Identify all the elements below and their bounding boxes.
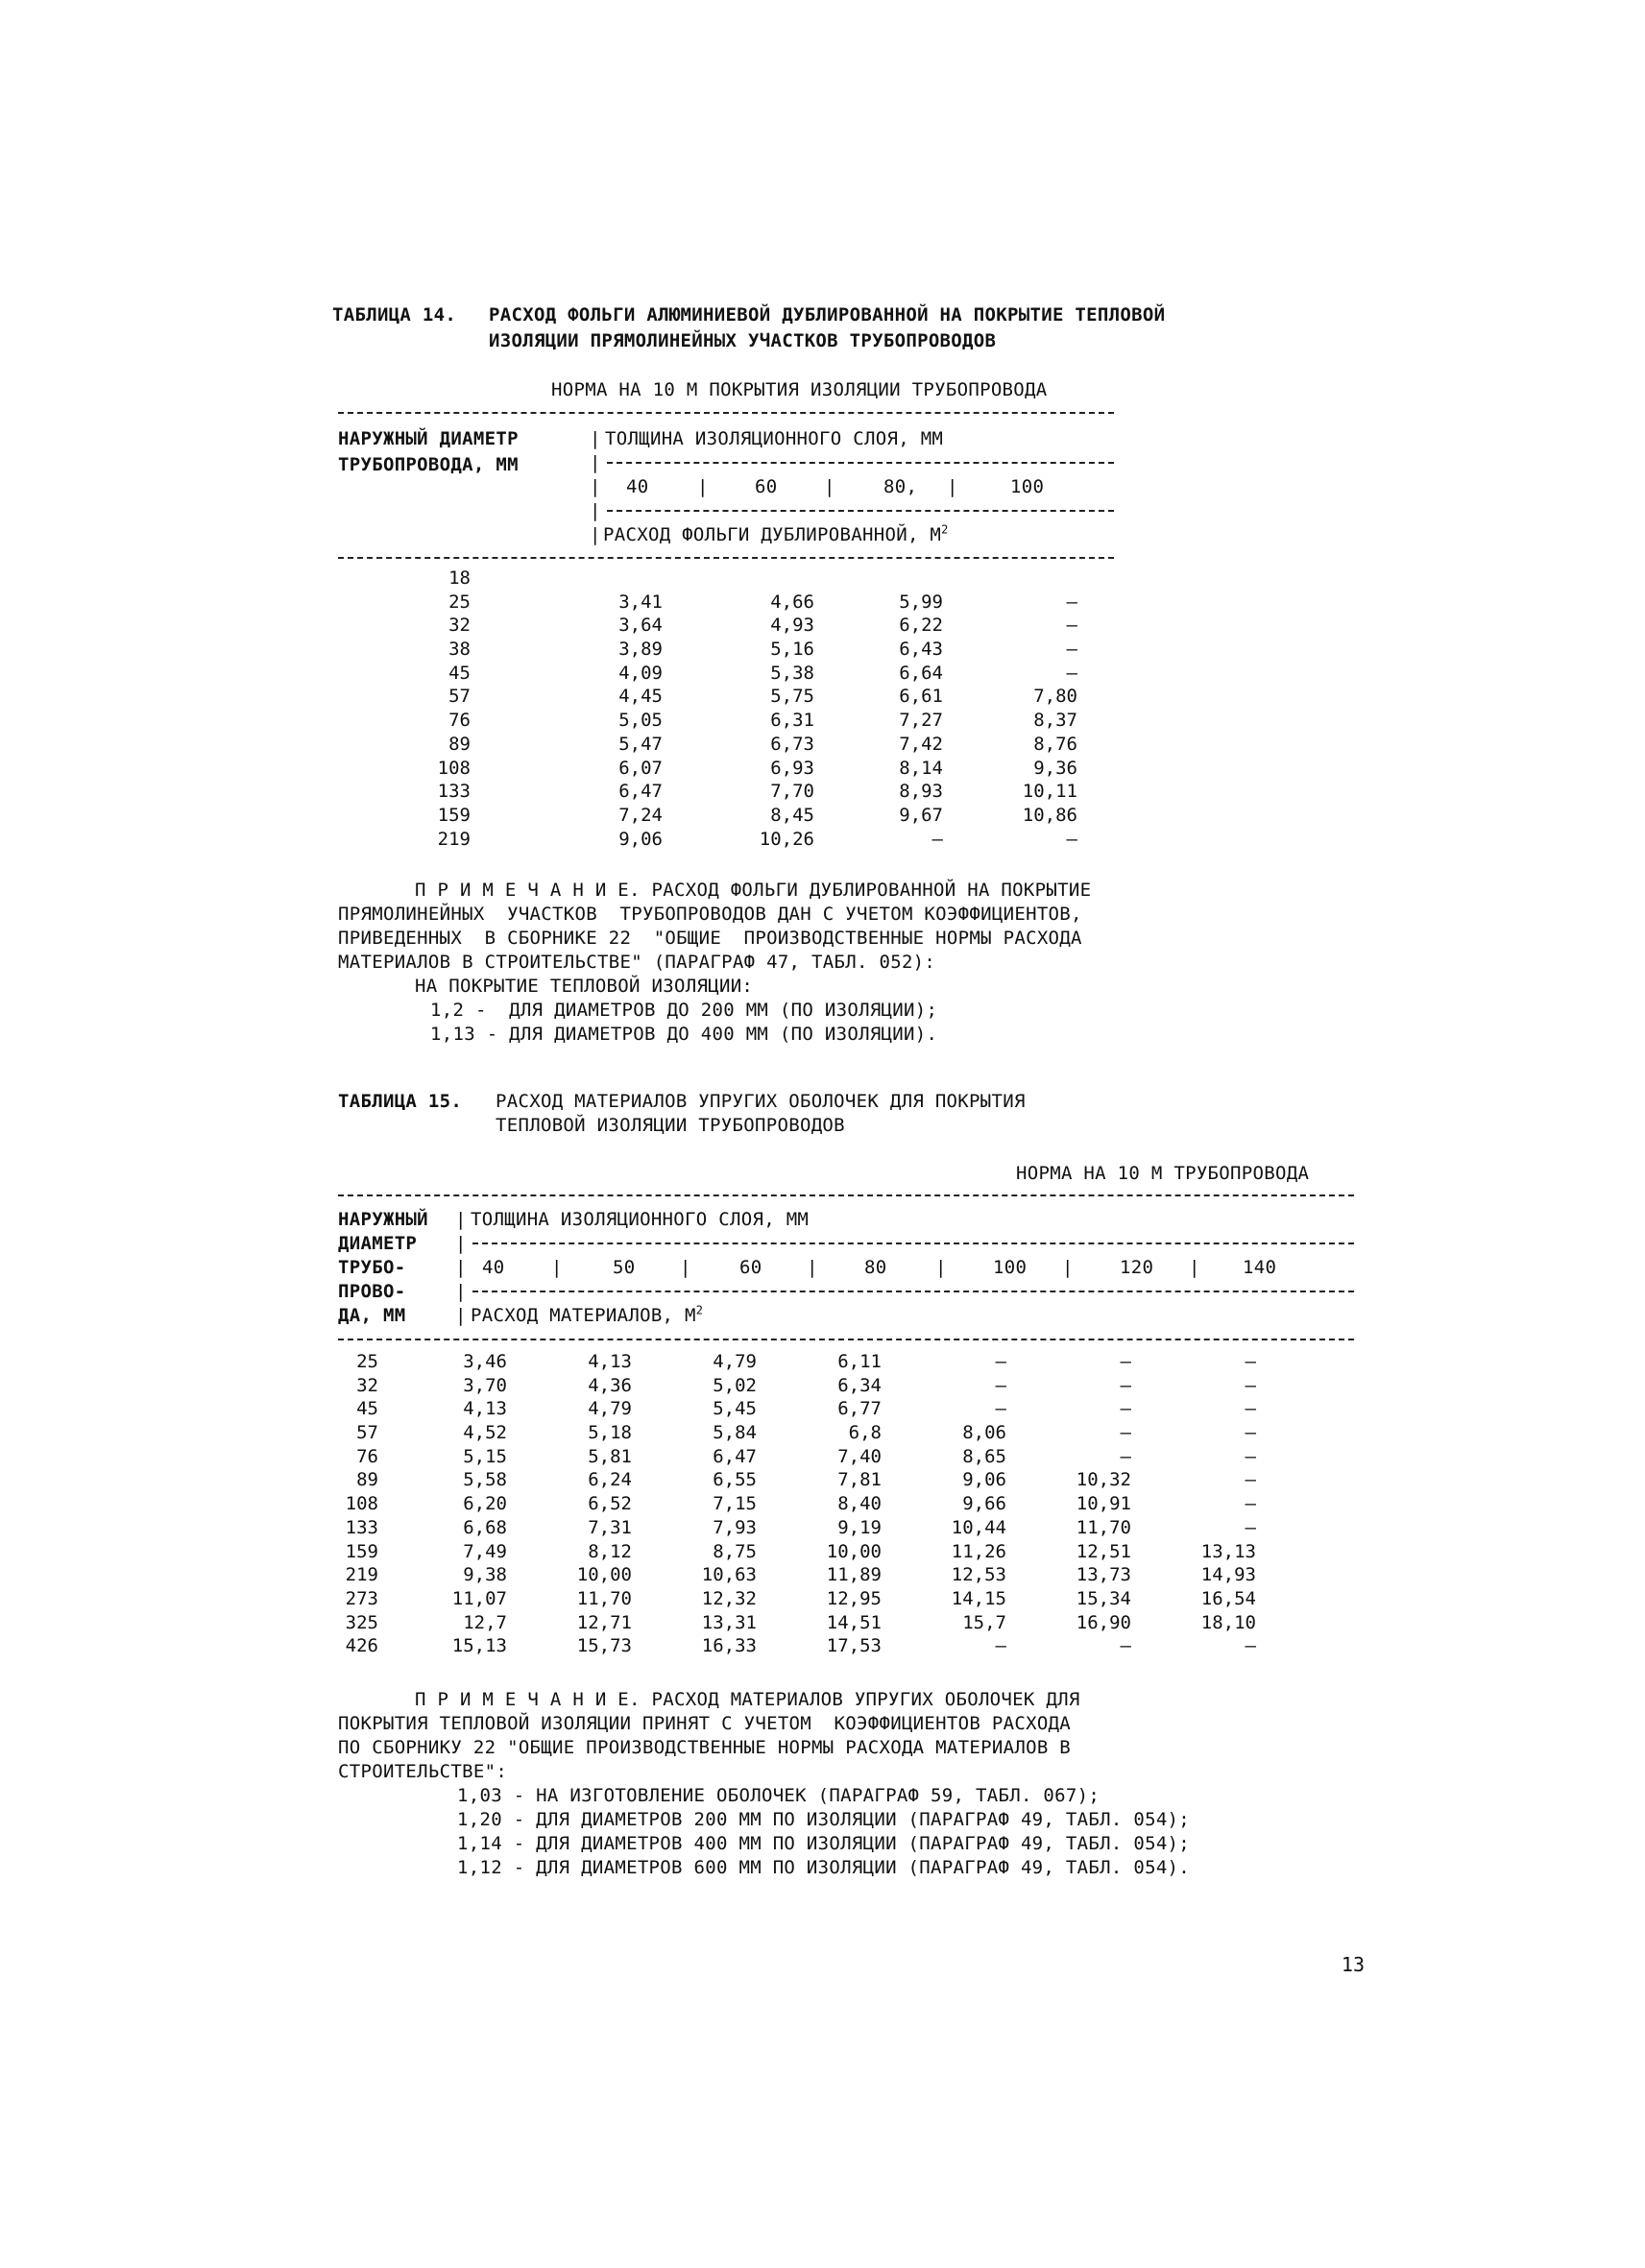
table15-title-line1: РАСХОД МАТЕРИАЛОВ УПРУГИХ ОБОЛОЧЕК ДЛЯ ПОКРЫТИЯ xyxy=(496,1091,1026,1112)
table14-col-head-line1: НАРУЖНЫЙ ДИАМЕТР xyxy=(338,428,519,449)
table15-cell: 3,70 xyxy=(463,1374,507,1396)
table15-cell: – xyxy=(995,1374,1006,1396)
table14-body xyxy=(346,567,1077,851)
table15-cell: 8,40 xyxy=(837,1493,882,1515)
table14-cell: 8,45 xyxy=(770,804,814,826)
table15-cell: 7,15 xyxy=(713,1493,757,1515)
table14-cell: 5,16 xyxy=(770,639,814,661)
table15-note-line: 1,14 - ДЛЯ ДИАМЕТРОВ 400 ММ ПО ИЗОЛЯЦИИ (ПАРАГРАФ 49, ТАБЛ. 054); xyxy=(457,1833,1191,1854)
table14-cell: 9,36 xyxy=(1033,757,1077,779)
table15-row xyxy=(284,1540,1256,1564)
table15-cell: 9,19 xyxy=(837,1516,882,1538)
table15-row xyxy=(284,1516,1256,1540)
table14-cell: 6,43 xyxy=(899,639,943,661)
table15-cell: 325 xyxy=(345,1611,378,1633)
table15-cell: 159 xyxy=(345,1540,378,1562)
table15-row xyxy=(284,1468,1256,1492)
table14-rule-mid xyxy=(607,510,1114,512)
table14-thick-100: 100 xyxy=(1010,476,1045,497)
table15-cell: 11,07 xyxy=(451,1587,507,1609)
table15-cell: – xyxy=(1245,1635,1256,1657)
table14-consumption-head: РАСХОД ФОЛЬГИ ДУБЛИРОВАННОЙ, $М^2$ xyxy=(603,522,949,545)
table14-row xyxy=(346,567,1077,591)
table15-cell: 16,54 xyxy=(1200,1587,1256,1609)
table15-cell: 32 xyxy=(356,1374,378,1396)
table14-note-line: П Р И М Е Ч А Н И Е. РАСХОД ФОЛЬГИ ДУБЛИРОВАННОЙ НА ПОКРЫТИЕ xyxy=(415,880,1092,901)
table15-note-line: ПО СБОРНИКУ 22 "ОБЩИЕ ПРОИЗВОДСТВЕННЫЕ НОРМЫ РАСХОДА МАТЕРИАЛОВ В xyxy=(338,1737,1072,1758)
table14-cell: 3,64 xyxy=(618,615,663,637)
table14-cell: 7,27 xyxy=(899,710,943,732)
table15-cell: 5,18 xyxy=(588,1422,632,1444)
table14-cell xyxy=(663,567,814,591)
table15-note-line: ПОКРЫТИЯ ТЕПЛОВОЙ ИЗОЛЯЦИИ ПРИНЯТ С УЧЕТОМ КОЭФФИЦИЕНТОВ РАСХОДА xyxy=(338,1713,1072,1734)
table14-note-line: ПРЯМОЛИНЕЙНЫХ УЧАСТКОВ ТРУБОПРОВОДОВ ДАН С УЧЕТОМ КОЭФФИЦИЕНТОВ, xyxy=(338,904,1082,925)
table15-cell: 10,44 xyxy=(951,1516,1006,1538)
table14-cell: 159 xyxy=(437,804,471,826)
table15-cell: 5,45 xyxy=(713,1398,757,1420)
table15-cell: 6,24 xyxy=(588,1469,632,1491)
table14-cell: 8,37 xyxy=(1033,710,1077,732)
table14-norm: НОРМА НА 10 М ПОКРЫТИЯ ИЗОЛЯЦИИ ТРУБОПРОВОДА xyxy=(551,379,1048,400)
table15-cell: 14,51 xyxy=(826,1611,882,1633)
table15-cell: – xyxy=(1245,1445,1256,1467)
table15-title-line2: ТЕПЛОВОЙ ИЗОЛЯЦИИ ТРУБОПРОВОДОВ xyxy=(496,1115,845,1136)
table14-cell: 18 xyxy=(448,567,471,589)
table15-cell: 15,13 xyxy=(451,1635,507,1657)
table15-cell: 4,79 xyxy=(588,1398,632,1420)
table14-cell: 4,66 xyxy=(770,591,814,613)
table14-row xyxy=(346,804,1077,828)
table15-cell: 6,8 xyxy=(848,1422,882,1444)
table14-cell: 8,76 xyxy=(1033,733,1077,755)
table15-cell: 6,68 xyxy=(463,1516,507,1538)
table15-rule-head-bottom xyxy=(338,1339,1354,1340)
table15-col-head-line: ПРОВО- xyxy=(338,1281,406,1302)
table14-row xyxy=(346,591,1077,615)
table15-cell: 6,34 xyxy=(837,1374,882,1396)
table14-cell: 8,14 xyxy=(899,757,943,779)
table15-cell: – xyxy=(995,1635,1006,1657)
table15-cell: 133 xyxy=(345,1516,378,1538)
table14-row xyxy=(346,638,1077,662)
table15-body xyxy=(284,1350,1256,1658)
table14-thick-80: 80, xyxy=(883,476,918,497)
page-number: 13 xyxy=(1341,1953,1365,1976)
table14-note-line: НА ПОКРЫТИЕ ТЕПЛОВОЙ ИЗОЛЯЦИИ: xyxy=(415,976,754,997)
table14-row xyxy=(346,733,1077,757)
table15-col-head-line: ТРУБО- xyxy=(338,1257,406,1278)
table14-rule-top xyxy=(338,412,1114,414)
table15-col-head-line: НАРУЖНЫЙ xyxy=(338,1209,428,1230)
table15-cell: 10,32 xyxy=(1076,1469,1131,1491)
table15-cell: – xyxy=(1245,1351,1256,1372)
table15-thick-80: 80 xyxy=(864,1257,887,1278)
table15-cell: 4,36 xyxy=(588,1374,632,1396)
table15-norm: НОРМА НА 10 М ТРУБОПРОВОДА xyxy=(1016,1163,1310,1184)
table14-cell: 9,06 xyxy=(618,828,663,850)
table15-cell: 16,90 xyxy=(1076,1611,1131,1633)
table14-note-line: 1,13 - ДЛЯ ДИАМЕТРОВ ДО 400 ММ (ПО ИЗОЛЯЦИИ). xyxy=(430,1024,938,1045)
table14-cell: 9,67 xyxy=(899,804,943,826)
table15-cell: 9,66 xyxy=(962,1493,1006,1515)
table15-cell: 5,15 xyxy=(463,1445,507,1467)
table14-cell: 89 xyxy=(448,733,471,755)
table15-cell: 9,38 xyxy=(463,1564,507,1586)
table15-cell: 10,00 xyxy=(576,1564,632,1586)
table14-vbar4: | xyxy=(590,500,601,521)
table15-label: ТАБЛИЦА 15. xyxy=(338,1091,463,1112)
table15-col-head-line: ДА, ММ xyxy=(338,1305,406,1326)
table15-row xyxy=(284,1350,1256,1374)
table14-cell: 6,07 xyxy=(618,757,663,779)
table15-cell: 13,73 xyxy=(1076,1564,1131,1586)
table14-vbar5: | xyxy=(590,524,601,545)
table15-cell: – xyxy=(1120,1398,1131,1420)
table15-row xyxy=(284,1492,1256,1516)
table15-cell: – xyxy=(1245,1469,1256,1491)
table14-cell: 10,11 xyxy=(1022,781,1077,803)
table15-cell: 219 xyxy=(345,1564,378,1586)
table15-cell: 12,51 xyxy=(1076,1540,1131,1562)
table15-thick-120: 120 xyxy=(1120,1257,1154,1278)
table14-vbar1: | xyxy=(590,428,601,449)
table15-cell: – xyxy=(1245,1422,1256,1444)
table14-sep: | xyxy=(947,476,958,497)
table15-cell: 6,20 xyxy=(463,1493,507,1515)
table15-sep: | xyxy=(935,1257,947,1278)
table14-cell: 7,24 xyxy=(618,804,663,826)
table14-rule-head-bottom xyxy=(338,557,1114,559)
table14-cell: 4,93 xyxy=(770,615,814,637)
table14-vbar2: | xyxy=(590,452,601,473)
table14-cell: 25 xyxy=(448,591,471,613)
table15-cell: 16,33 xyxy=(701,1635,757,1657)
table15-cell: 15,73 xyxy=(576,1635,632,1657)
table15-cell: 8,06 xyxy=(962,1422,1006,1444)
table14-cell: 5,47 xyxy=(618,733,663,755)
table15-sep: | xyxy=(551,1257,563,1278)
table15-cell: 7,40 xyxy=(837,1445,882,1467)
table15-cell: 11,70 xyxy=(576,1587,632,1609)
table14-cell: 10,26 xyxy=(759,828,814,850)
table15-cell: – xyxy=(1120,1422,1131,1444)
table14-row xyxy=(346,709,1077,733)
table15-thick-140: 140 xyxy=(1243,1257,1277,1278)
table15-cell: 8,75 xyxy=(713,1540,757,1562)
table14-col-head-line2: ТРУБОПРОВОДА, ММ xyxy=(338,454,519,475)
table15-rule-thickness xyxy=(472,1243,1354,1244)
table15-sep: | xyxy=(807,1257,818,1278)
table15-cell: – xyxy=(1245,1398,1256,1420)
table15-cell: – xyxy=(995,1398,1006,1420)
table15-row xyxy=(284,1445,1256,1469)
table15-cell: 13,13 xyxy=(1200,1540,1256,1562)
table15-cell: 12,53 xyxy=(951,1564,1006,1586)
table14-cell: 10,86 xyxy=(1022,804,1077,826)
table14-cell: 7,42 xyxy=(899,733,943,755)
table15-cell: 7,93 xyxy=(713,1516,757,1538)
table14-cell: 133 xyxy=(437,781,471,803)
table15-note-line: 1,20 - ДЛЯ ДИАМЕТРОВ 200 ММ ПО ИЗОЛЯЦИИ (ПАРАГРАФ 49, ТАБЛ. 054); xyxy=(457,1809,1191,1830)
table15-thick-100: 100 xyxy=(993,1257,1028,1278)
table14-cell: 4,45 xyxy=(618,686,663,708)
table14-vbar3: | xyxy=(590,476,601,497)
table15-row xyxy=(284,1374,1256,1398)
table14-row xyxy=(346,780,1077,804)
table15-row xyxy=(284,1563,1256,1587)
table15-cell: 89 xyxy=(356,1469,378,1491)
table15-row xyxy=(284,1587,1256,1611)
table15-cell: 11,26 xyxy=(951,1540,1006,1562)
table15-cell: 11,89 xyxy=(826,1564,882,1586)
table15-note-line: 1,12 - ДЛЯ ДИАМЕТРОВ 600 ММ ПО ИЗОЛЯЦИИ (ПАРАГРАФ 49, ТАБЛ. 054). xyxy=(457,1857,1191,1878)
table15-consumption-head: РАСХОД МАТЕРИАЛОВ, $М^2$ xyxy=(471,1303,704,1326)
table15-cell: – xyxy=(1120,1351,1131,1372)
table14-cell: 7,80 xyxy=(1033,686,1077,708)
table14-cell: – xyxy=(931,828,943,850)
table15-cell: – xyxy=(1120,1635,1131,1657)
table15-cell: 6,47 xyxy=(713,1445,757,1467)
table15-cell: 273 xyxy=(345,1587,378,1609)
table14-cell: – xyxy=(1066,591,1077,613)
table14-cell: – xyxy=(1066,615,1077,637)
table14-thick-60: 60 xyxy=(755,476,778,497)
table14-row xyxy=(346,685,1077,709)
table15-row xyxy=(284,1611,1256,1635)
table15-cell: 76 xyxy=(356,1445,378,1467)
table14-cell: 5,38 xyxy=(770,662,814,684)
table15-cell: 5,81 xyxy=(588,1445,632,1467)
table15-cell: 6,52 xyxy=(588,1493,632,1515)
table15-cell: 4,52 xyxy=(463,1422,507,1444)
table15-rule-top xyxy=(338,1194,1354,1196)
table14-cell xyxy=(471,567,663,591)
table14-cell: – xyxy=(1066,662,1077,684)
table14-cell: 219 xyxy=(437,828,471,850)
table15-cell: 4,13 xyxy=(588,1351,632,1372)
table14-cell: 6,47 xyxy=(618,781,663,803)
table15-cell: 108 xyxy=(345,1493,378,1515)
table15-row xyxy=(284,1421,1256,1445)
table14-cell: 3,89 xyxy=(618,639,663,661)
table15-cell: 10,63 xyxy=(701,1564,757,1586)
table15-cell: – xyxy=(1120,1445,1131,1467)
table15-cell: 15,34 xyxy=(1076,1587,1131,1609)
table14-note-line: МАТЕРИАЛОВ В СТРОИТЕЛЬСТВЕ" (ПАРАГРАФ 47, ТАБЛ. 052): xyxy=(338,952,936,973)
table15-thick-60: 60 xyxy=(739,1257,762,1278)
table14-cell: 5,05 xyxy=(618,710,663,732)
table14-cell: 57 xyxy=(448,686,471,708)
table14-rule-thickness xyxy=(607,462,1114,464)
table14-cell: 6,73 xyxy=(770,733,814,755)
table15-cell: – xyxy=(1245,1493,1256,1515)
table15-cell: 5,58 xyxy=(463,1469,507,1491)
table14-cell: 5,99 xyxy=(899,591,943,613)
table15-cell: 6,77 xyxy=(837,1398,882,1420)
table15-cell: 12,95 xyxy=(826,1587,882,1609)
table14-cell: 7,70 xyxy=(770,781,814,803)
table15-thick-40: 40 xyxy=(482,1257,505,1278)
table15-rule-mid xyxy=(472,1291,1354,1292)
table15-sep: | xyxy=(680,1257,691,1278)
table15-thick-50: 50 xyxy=(613,1257,636,1278)
table15-cell: – xyxy=(1245,1516,1256,1538)
table15-cell: 11,70 xyxy=(1076,1516,1131,1538)
table15-cell: 45 xyxy=(356,1398,378,1420)
table15-cell: – xyxy=(1120,1374,1131,1396)
table15-cell: 4,79 xyxy=(713,1351,757,1372)
table15-cell: – xyxy=(995,1351,1006,1372)
table15-cell: 13,31 xyxy=(701,1611,757,1633)
table14-sep: | xyxy=(697,476,709,497)
table14-row xyxy=(346,662,1077,686)
table15-cell: 17,53 xyxy=(826,1635,882,1657)
table14-cell: 5,75 xyxy=(770,686,814,708)
table15-note-line: СТРОИТЕЛЬСТВЕ": xyxy=(338,1761,508,1782)
table14-cell: 3,41 xyxy=(618,591,663,613)
table14-label: ТАБЛИЦА 14. xyxy=(332,304,457,326)
table14-title-line1: РАСХОД ФОЛЬГИ АЛЮМИНИЕВОЙ ДУБЛИРОВАННОЙ НА ПОКРЫТИЕ ТЕПЛОВОЙ xyxy=(489,304,1166,326)
table14-cell: 108 xyxy=(437,757,471,779)
table15-cell: 12,7 xyxy=(463,1611,507,1633)
table15-cell: 4,13 xyxy=(463,1398,507,1420)
table15-cell: – xyxy=(1245,1374,1256,1396)
table15-cell: 14,93 xyxy=(1200,1564,1256,1586)
table15-vbar1: | xyxy=(455,1209,467,1230)
table14-thick-40: 40 xyxy=(626,476,649,497)
table14-cell: 6,61 xyxy=(899,686,943,708)
table15-cell: 14,15 xyxy=(951,1587,1006,1609)
table14-cell: 8,93 xyxy=(899,781,943,803)
table15-thickness-head: ТОЛЩИНА ИЗОЛЯЦИОННОГО СЛОЯ, ММ xyxy=(471,1209,810,1230)
table14-title-line2: ИЗОЛЯЦИИ ПРЯМОЛИНЕЙНЫХ УЧАСТКОВ ТРУБОПРОВОДОВ xyxy=(489,330,997,351)
table14-cell: – xyxy=(1066,828,1077,850)
table15-note-line: П Р И М Е Ч А Н И Е. РАСХОД МАТЕРИАЛОВ УПРУГИХ ОБОЛОЧЕК ДЛЯ xyxy=(415,1689,1080,1710)
table15-cell: 12,32 xyxy=(701,1587,757,1609)
table14-cell: – xyxy=(1066,639,1077,661)
table15-cell: 426 xyxy=(345,1635,378,1657)
table14-row xyxy=(346,828,1077,852)
table15-row xyxy=(284,1634,1256,1658)
table15-cell: 5,84 xyxy=(713,1422,757,1444)
table15-cell: 18,10 xyxy=(1200,1611,1256,1633)
table15-cell: 3,46 xyxy=(463,1351,507,1372)
table15-cell: 7,31 xyxy=(588,1516,632,1538)
table14-row xyxy=(346,757,1077,781)
table14-cell: 4,09 xyxy=(618,662,663,684)
table14-cell: 76 xyxy=(448,710,471,732)
table15-cell: 25 xyxy=(356,1351,378,1372)
table15-cell: 6,55 xyxy=(713,1469,757,1491)
table15-sep: | xyxy=(1062,1257,1074,1278)
table14-cell xyxy=(943,567,1077,591)
table15-vbar3: | xyxy=(455,1257,467,1278)
table14-cell xyxy=(814,567,943,591)
table14-cell: 32 xyxy=(448,615,471,637)
table15-row xyxy=(284,1397,1256,1421)
table15-vbar2: | xyxy=(455,1233,467,1254)
table15-cell: 9,06 xyxy=(962,1469,1006,1491)
table14-cell: 6,31 xyxy=(770,710,814,732)
table15-cell: 5,02 xyxy=(713,1374,757,1396)
table15-cell: 15,7 xyxy=(962,1611,1006,1633)
table14-cell: 45 xyxy=(448,662,471,684)
table15-cell: 7,81 xyxy=(837,1469,882,1491)
table14-note-line: ПРИВЕДЕННЫХ В СБОРНИКЕ 22 "ОБЩИЕ ПРОИЗВОДСТВЕННЫЕ НОРМЫ РАСХОДА xyxy=(338,928,1082,949)
table14-cell: 6,93 xyxy=(770,757,814,779)
table15-cell: 57 xyxy=(356,1422,378,1444)
table15-cell: 12,71 xyxy=(576,1611,632,1633)
table15-cell: 7,49 xyxy=(463,1540,507,1562)
table15-cell: 10,91 xyxy=(1076,1493,1131,1515)
table15-vbar4: | xyxy=(455,1281,467,1302)
table15-cell: 8,65 xyxy=(962,1445,1006,1467)
table15-col-head-line: ДИАМЕТР xyxy=(338,1233,418,1254)
table14-cell: 6,64 xyxy=(899,662,943,684)
table14-cell: 38 xyxy=(448,639,471,661)
table15-cell: 10,00 xyxy=(826,1540,882,1562)
table15-cell: 8,12 xyxy=(588,1540,632,1562)
table14-row xyxy=(346,614,1077,638)
table14-sep: | xyxy=(824,476,835,497)
table14-thickness-head: ТОЛЩИНА ИЗОЛЯЦИОННОГО СЛОЯ, ММ xyxy=(605,428,944,449)
table15-cell: 6,11 xyxy=(837,1351,882,1372)
table15-vbar5: | xyxy=(455,1305,467,1326)
table14-cell: 6,22 xyxy=(899,615,943,637)
table14-note-line: 1,2 - ДЛЯ ДИАМЕТРОВ ДО 200 ММ (ПО ИЗОЛЯЦИИ); xyxy=(430,1000,938,1021)
table15-sep: | xyxy=(1189,1257,1200,1278)
table15-note-line: 1,03 - НА ИЗГОТОВЛЕНИЕ ОБОЛОЧЕК (ПАРАГРАФ 59, ТАБЛ. 067); xyxy=(457,1785,1101,1806)
